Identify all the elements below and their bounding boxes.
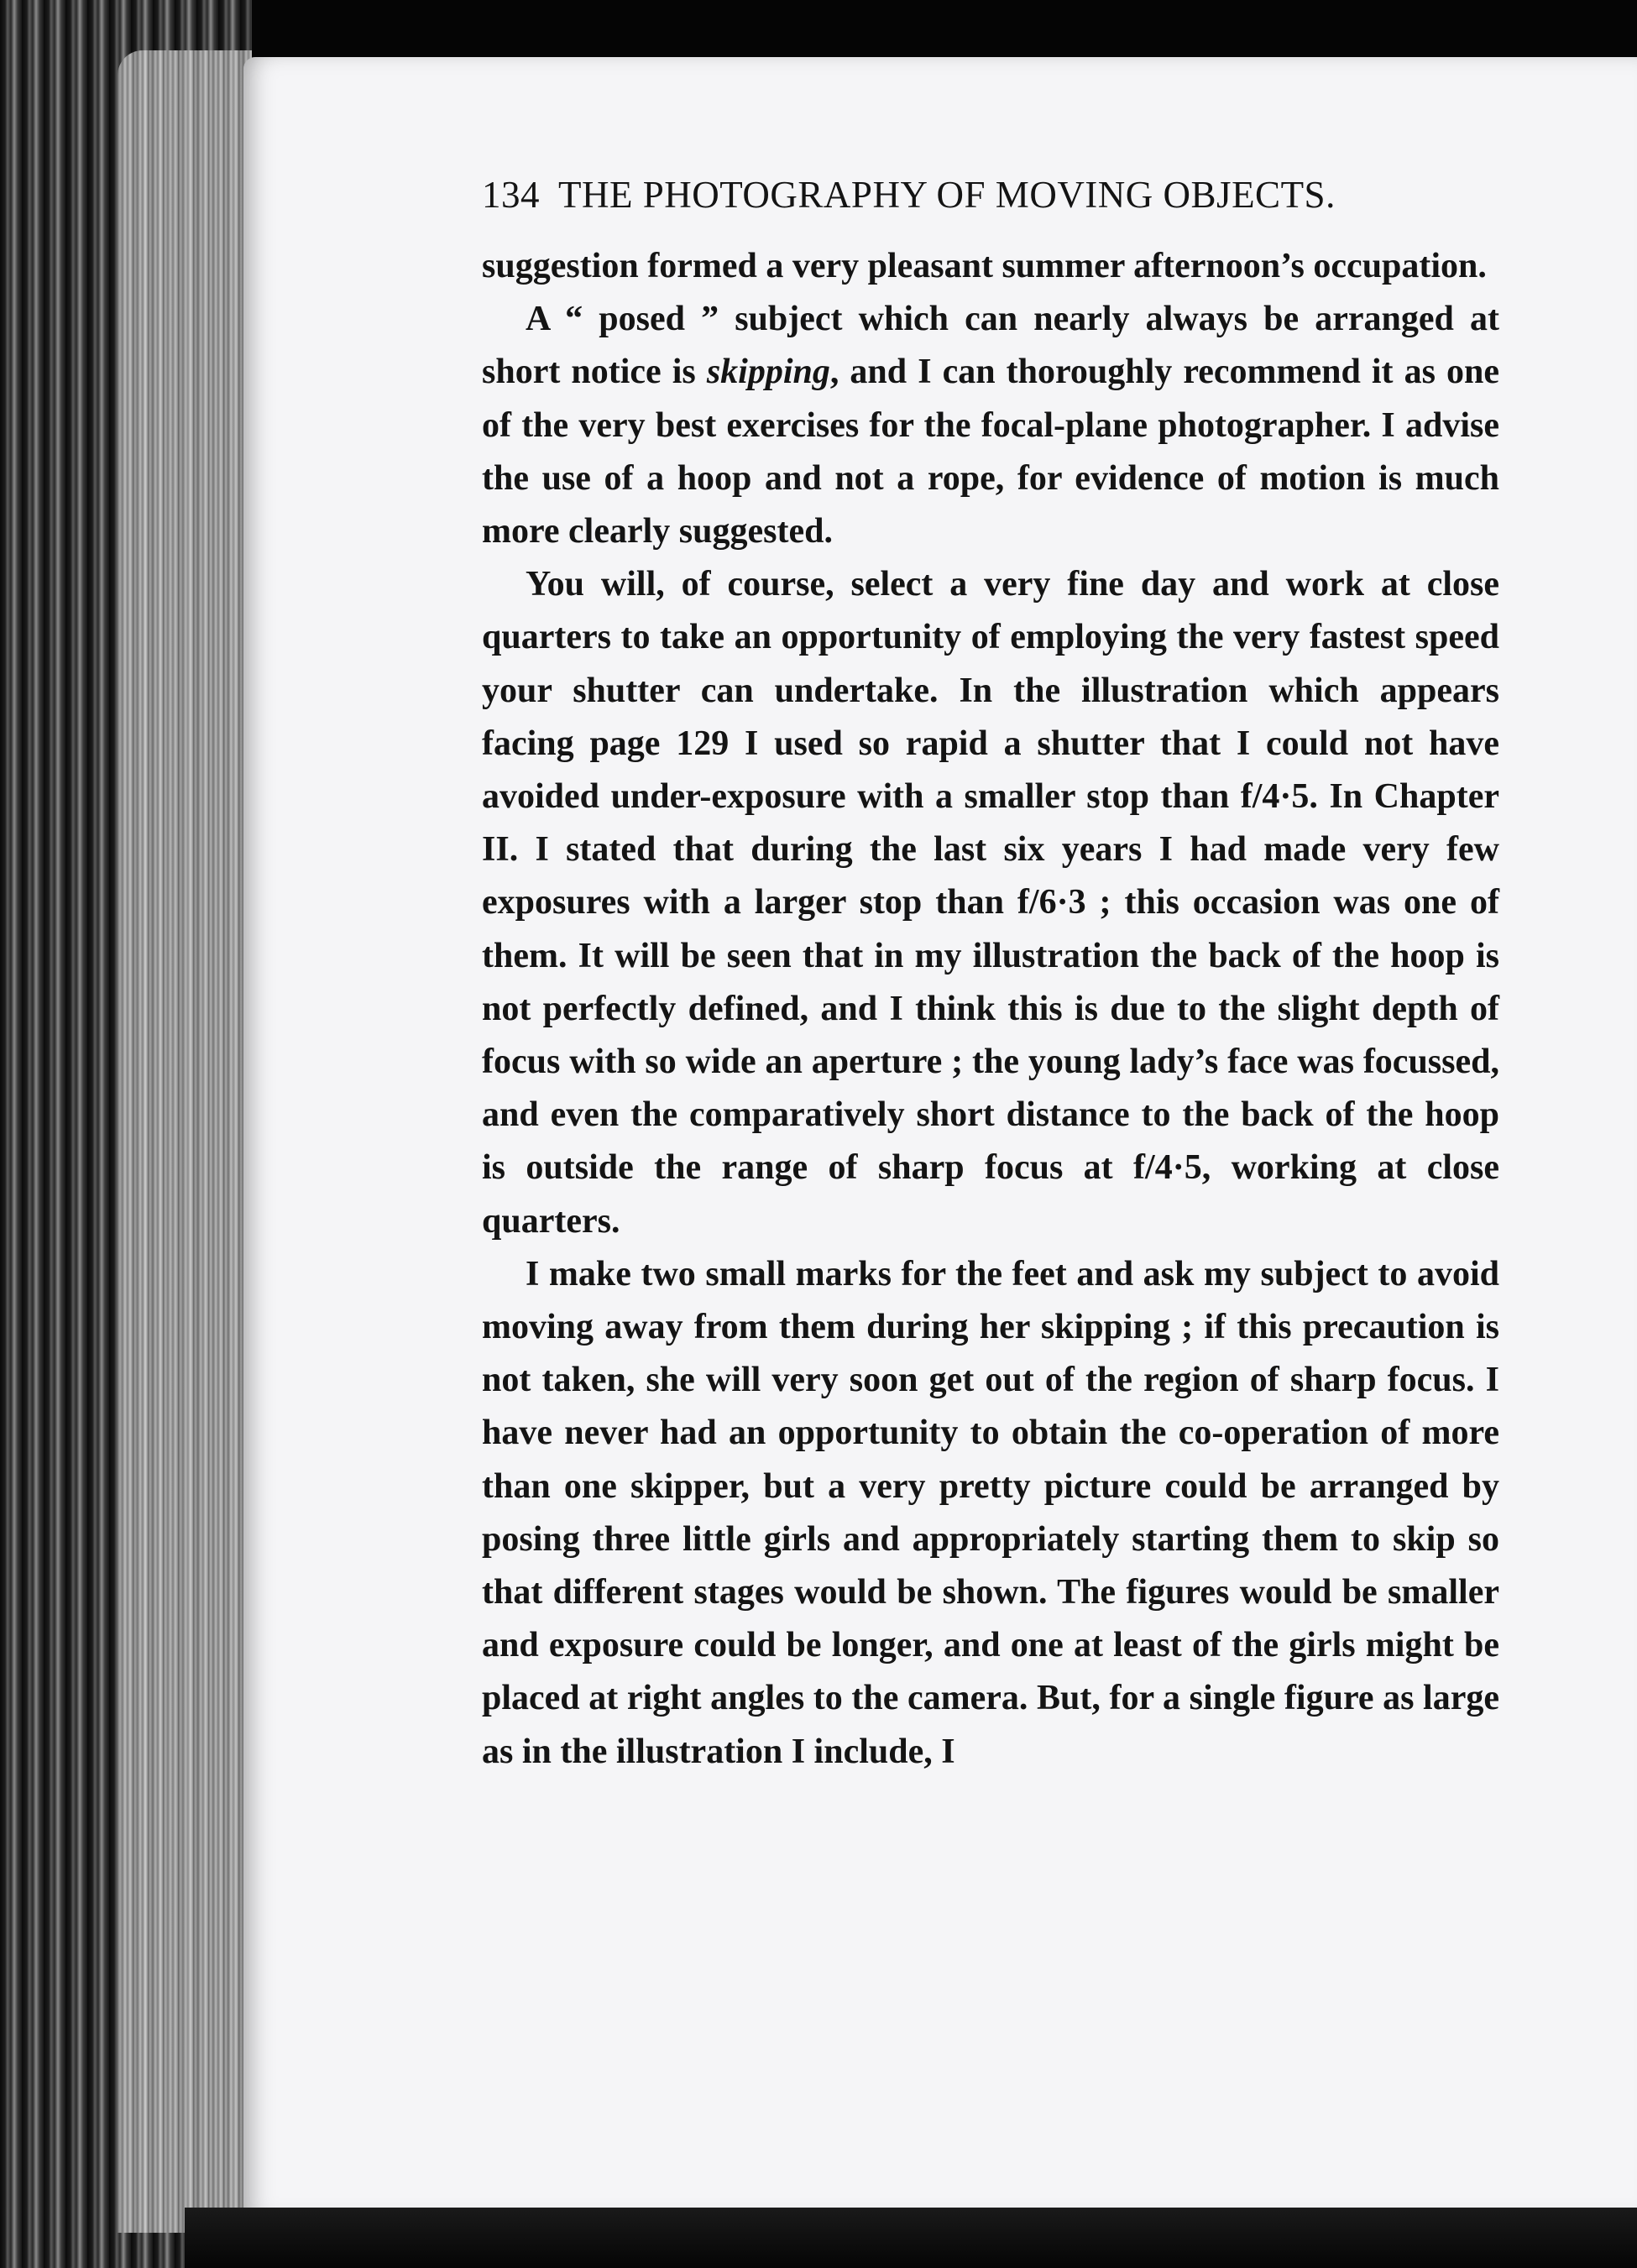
- paragraph-marks: I make two small marks for the feet and ask my subject to avoid moving away from them during her skipping ; if this precaution is not taken, she will very soon get out of the region of sharp focus. I have never had an opportunity to obtain the co-operation of more than one skipper, but a very pretty picture could be arranged by posing three little girls and appropriately starting them to skip so that different stages would be shown. The figures would be smaller and exposure could be longer, and one at least of the girls might be placed at right angles to the camera. But, for a single figure as large as in the illustration I include, I: [482, 1254, 1499, 1771]
- page-number: 134: [482, 174, 540, 216]
- paragraph-text-before: A “ posed ” subject which can nearly always be arranged at short notice is: [482, 300, 1499, 392]
- bottom-margin-shadow: [185, 2208, 1637, 2268]
- paragraph-fine-day: You will, of course, select a very fine day and work at close quarters to take an opportunity of employing the very fastest speed your shutter can undertake. In the illustration which appears facing page 129 I used so rapid a shutter that I could not have avoided under-exposure with a smaller stop than f/4·5. In Chapter II. I stated that during the last six years I had made very few exposures with a larger stop than f/6·3 ; this occasion was one of them. It will be seen that in my illustration the back of the hoop is not perfectly defined, and I think this is due to the slight depth of focus with so wide an aperture ; the young lady’s face was focussed, and even the comparatively short distance to the back of the hoop is outside the range of sharp focus at f/4·5, working at close quarters.: [482, 565, 1499, 1241]
- running-header: [482, 168, 1499, 222]
- paragraph-skipping: [482, 293, 1499, 558]
- paragraph-continuation: suggestion formed a very pleasant summer afternoon’s occupation.: [482, 247, 1487, 285]
- running-title: THE PHOTOGRAPHY OF MOVING OBJECTS.: [558, 174, 1336, 216]
- book-page-edges: [0, 0, 252, 2268]
- paragraph-text-after: , and I can thoroughly recommend it as one of the very best exercises for the focal-plane photographer. I advise the use of a hoop and not a rope, for evidence of motion is much more clearly suggested.: [482, 353, 1499, 551]
- page-text-block: [482, 168, 1499, 1779]
- emphasis-skipping: skipping: [706, 353, 830, 392]
